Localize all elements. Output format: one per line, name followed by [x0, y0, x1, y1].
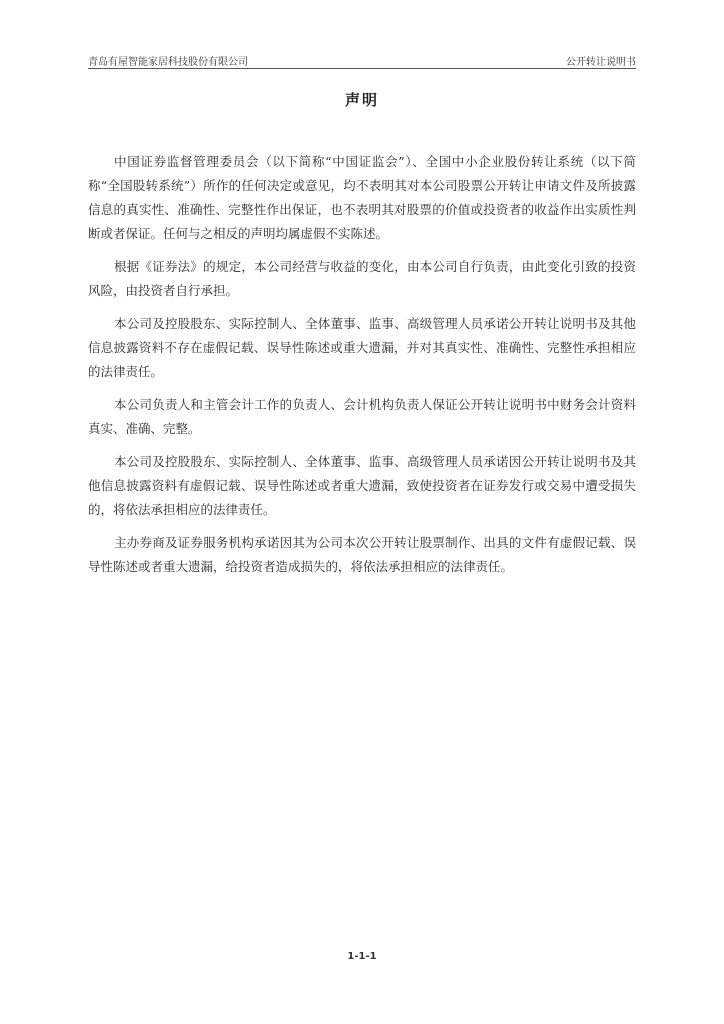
- paragraph-broker-commitment: 主办券商及证券服务机构承诺因其为公司本次公开转让股票制作、出具的文件有虚假记载、误导性陈述或者重大遗漏，给投资者造成损失的，将依法承担相应的法律责任。: [88, 535, 636, 574]
- paragraph-financial-guarantee: 本公司负责人和主管会计工作的负责人、会计机构负责人保证公开转让说明书中财务会计资料真实、准确、完整。: [88, 397, 636, 436]
- header-document-title: 公开转让说明书: [566, 57, 636, 68]
- page-title: 声明: [344, 91, 379, 109]
- paragraph-disclosure-commitment: 本公司及控股股东、实际控制人、全体董事、监事、高级管理人员承诺公开转让说明书及其他信息披露资料不存在虚假记载、误导性陈述或重大遗漏，并对其真实性、准确性、完整性承担相应的法律责任。: [88, 316, 636, 379]
- declaration-body: [88, 150, 636, 588]
- paragraph-investment-risk: 根据《证券法》的规定，本公司经营与收益的变化，由本公司自行负责，由此变化引致的投资风险，由投资者自行承担。: [88, 259, 636, 298]
- paragraph-regulator-disclaimer: 中国证券监督管理委员会（以下简称“中国证监会”）、全国中小企业股份转让系统（以下简称“全国股转系统”）所作的任何决定或意见，均不表明其对本公司股票公开转让申请文件及所披露信息的真实性、准确性、完整性作出保证，也不表明其对股票的价值或投资者的收益作出实质性判断或者保证。任何与之相反的声明均属虚假不实陈述。: [88, 154, 636, 241]
- paragraph-liability-commitment: 本公司及控股股东、实际控制人、全体董事、监事、高级管理人员承诺因公开转让说明书及其他信息披露资料有虚假记载、误导性陈述或者重大遗漏，致使投资者在证券发行或交易中遭受损失的，将依法承担相应的法律责任。: [88, 454, 636, 517]
- header-company-name: 青岛有屋智能家居科技股份有限公司: [88, 57, 248, 68]
- page-number: 1-1-1: [347, 951, 377, 962]
- page-header: [88, 50, 636, 69]
